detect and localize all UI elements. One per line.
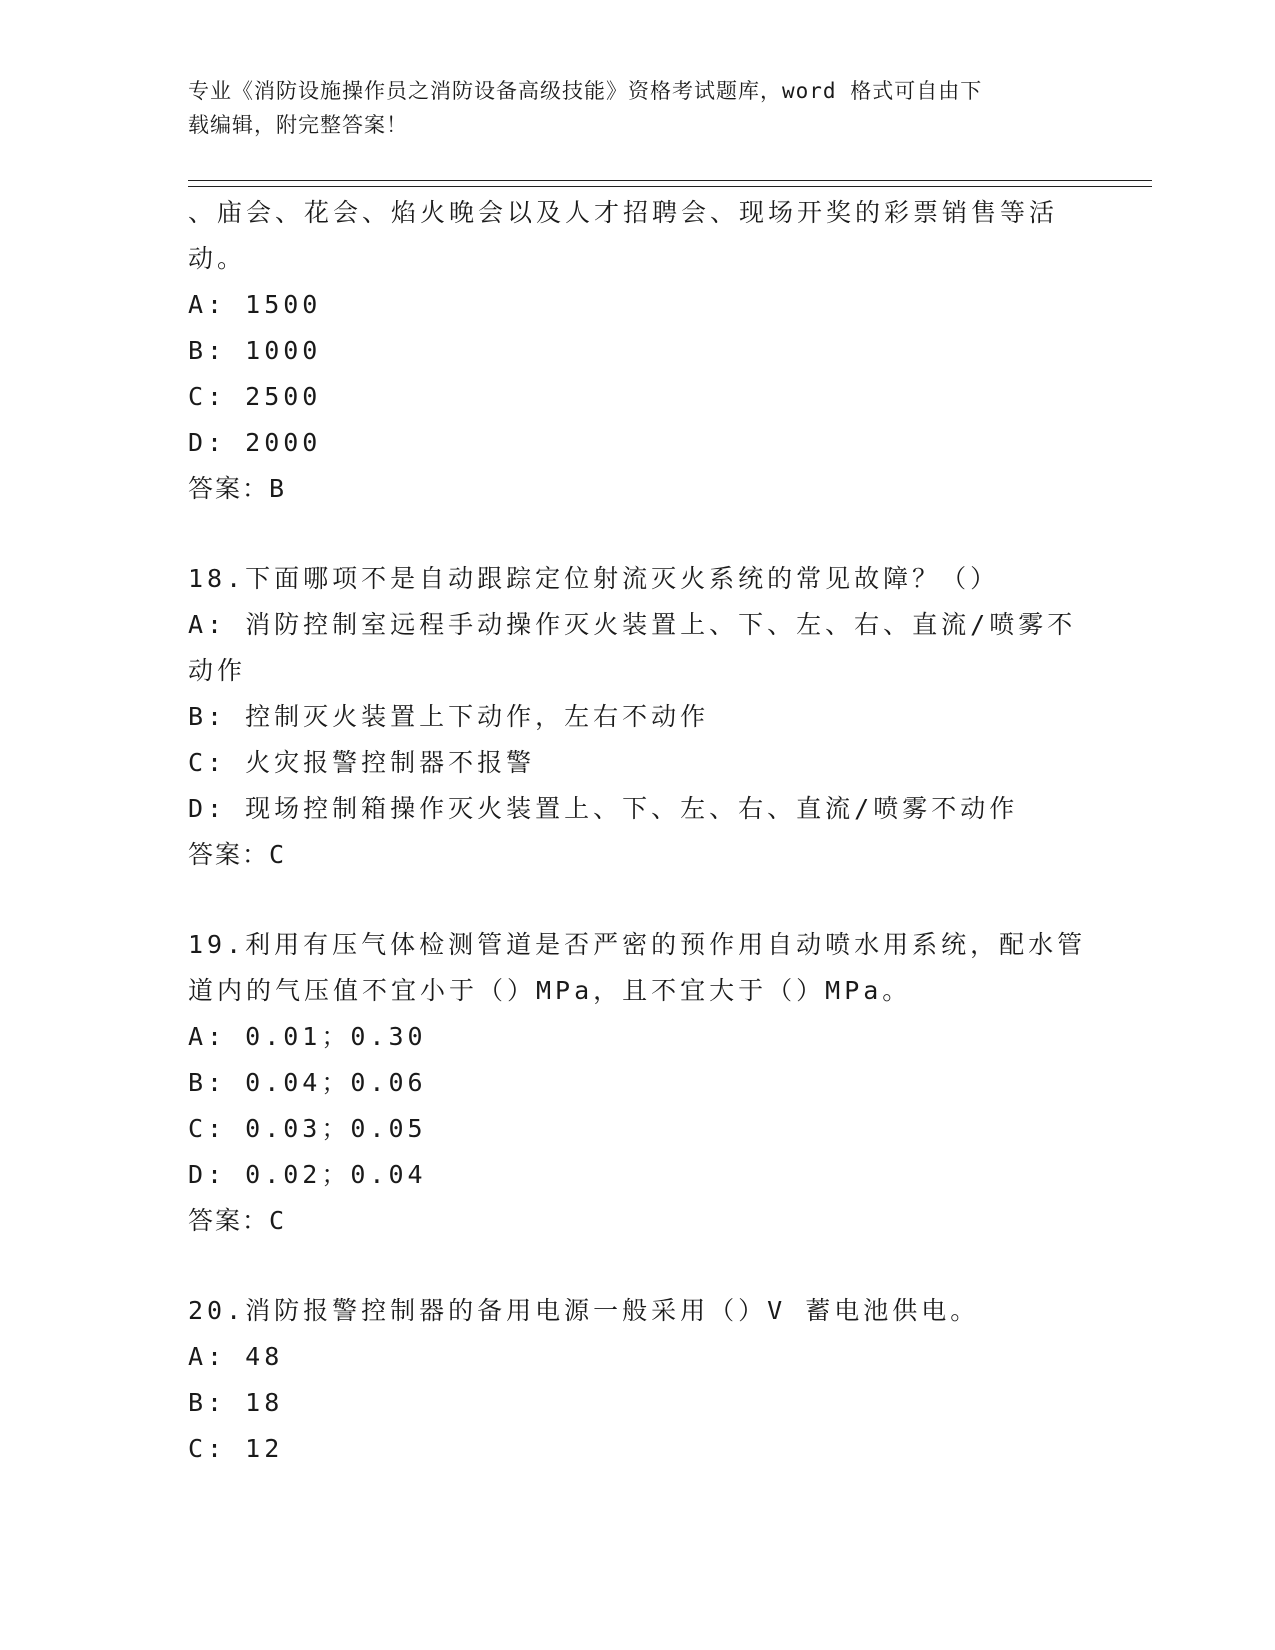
question-17-option-b: B: 1000 [188,336,322,365]
question-18-answer: 答案：C [188,840,287,869]
header-divider-bottom [188,186,1152,187]
question-list [188,190,1088,1472]
header-line-2: 载编辑，附完整答案！ [188,113,408,137]
question-17-answer: 答案：B [188,474,287,503]
header-line-1: 专业《消防设施操作员之消防设备高级技能》资格考试题库，word 格式可自由下 [188,79,983,103]
question-18-option-a-line-2: 动作 [188,656,247,685]
question-19 [188,922,1088,1244]
question-19-option-d: D: 0.02；0.04 [188,1160,427,1189]
question-20-option-c: C: 12 [188,1434,284,1463]
question-19-option-b: B: 0.04；0.06 [188,1068,427,1097]
question-20 [188,1288,1088,1472]
question-19-stem-line-1: 19.利用有压气体检测管道是否严密的预作用自动喷水用系统，配水管 [188,930,1087,959]
question-19-answer: 答案：C [188,1206,287,1235]
question-17-option-a: A: 1500 [188,290,322,319]
question-18 [188,556,1088,878]
question-17-option-d: D: 2000 [188,428,322,457]
question-17 [188,190,1088,512]
question-18-option-c: C: 火灾报警控制器不报警 [188,748,536,777]
question-17-stem-continued-1: 、庙会、花会、焰火晚会以及人才招聘会、现场开奖的彩票销售等活 [188,198,1059,227]
question-20-option-a: A: 48 [188,1342,284,1371]
question-19-option-a: A: 0.01；0.30 [188,1022,427,1051]
question-18-stem: 18.下面哪项不是自动跟踪定位射流灭火系统的常见故障？（） [188,564,1000,593]
header-divider-top [188,180,1152,181]
question-18-option-b: B: 控制灭火装置上下动作，左右不动作 [188,702,710,731]
question-18-option-d: D: 现场控制箱操作灭火装置上、下、左、右、直流/喷雾不动作 [188,794,1019,823]
question-17-stem-continued-2: 动。 [188,244,247,273]
question-19-option-c: C: 0.03；0.05 [188,1114,427,1143]
question-18-option-a-line-1: A: 消防控制室远程手动操作灭火装置上、下、左、右、直流/喷雾不 [188,610,1077,639]
question-20-option-b: B: 18 [188,1388,284,1417]
question-20-stem: 20.消防报警控制器的备用电源一般采用（）V 蓄电池供电。 [188,1296,980,1325]
question-17-option-c: C: 2500 [188,382,322,411]
document-header [188,74,1068,142]
question-19-stem-line-2: 道内的气压值不宜小于（）MPa，且不宜大于（）MPa。 [188,976,912,1005]
